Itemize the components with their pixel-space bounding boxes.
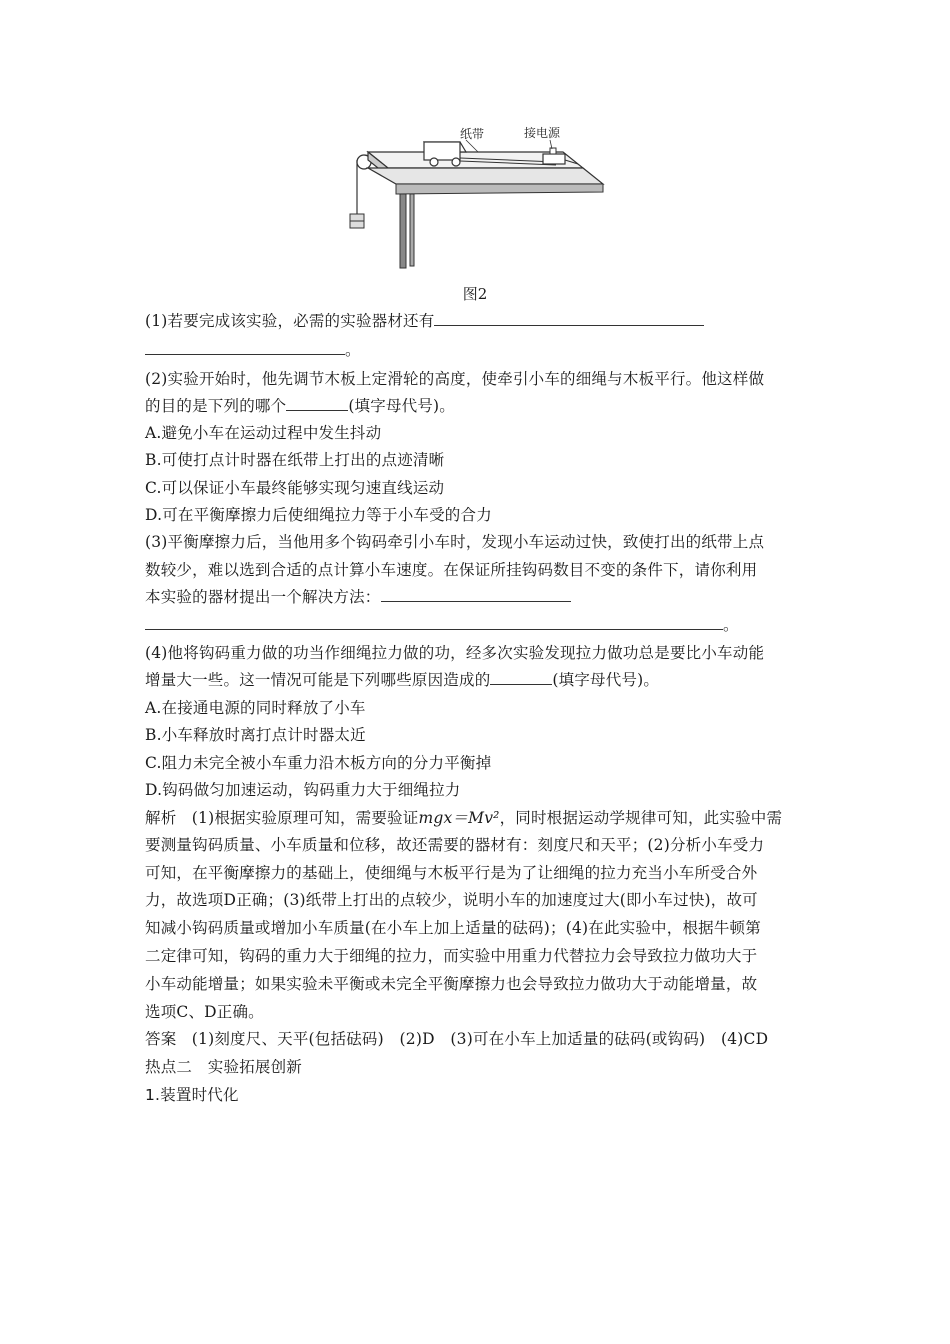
apparatus-diagram xyxy=(338,122,608,272)
answer-text: (1)刻度尺、天平(包括砝码) (2)D (3)可在小车上加适量的砝码(或钩码) (4)CD xyxy=(191,1030,769,1048)
q2-option-d: D.可在平衡摩擦力后使细绳拉力等于小车受的合力 xyxy=(145,506,492,524)
analysis-formula: mgx＝Mv² xyxy=(418,809,500,827)
apparatus-figure xyxy=(338,122,608,272)
section-item-1: 1.装置时代化 xyxy=(145,1086,239,1104)
q1-text: (1)若要完成该实验，必需的实验器材还有 xyxy=(145,312,435,330)
q3-line3-text: 本实验的器材提出一个解决方法： xyxy=(145,588,381,606)
q2-line2a: 的目的是下列的哪个 xyxy=(145,397,287,415)
q1-line2 xyxy=(145,338,361,360)
q3-blank-2[interactable] xyxy=(145,615,723,630)
analysis-line1a: (1)根据实验原理可知，需要验证 xyxy=(191,809,419,827)
q2-blank[interactable] xyxy=(286,396,348,411)
q3-line2: 数较少，难以选到合适的点计算小车速度。在保证所挂钩码数目不变的条件下，请你利用 xyxy=(145,561,758,579)
power-label: 接电源 xyxy=(524,126,561,140)
q2-option-a: A.避免小车在运动过程中发生抖动 xyxy=(145,424,382,442)
analysis-line8: 选项C、D正确。 xyxy=(145,1003,264,1021)
q4-line1: (4)他将钩码重力做的功当作细绳拉力做的功，经多次实验发现拉力做功总是要比小车动能 xyxy=(145,644,765,662)
q4-line2 xyxy=(145,668,659,690)
analysis-label: 解析 xyxy=(145,809,177,827)
analysis-line1b: ，同时根据运动学规律可知，此实验中需 xyxy=(499,809,783,827)
analysis-line5: 知减小钩码质量或增加小车质量(在小车上加上适量的砝码)；(4)在此实验中，根据牛顿第 xyxy=(145,919,761,937)
analysis-line1 xyxy=(145,806,782,828)
q2-option-c: C.可以保证小车最终能够实现匀速直线运动 xyxy=(145,479,445,497)
q3-end: 。 xyxy=(723,616,739,634)
q1-line1 xyxy=(145,309,704,331)
q2-option-b: B.可使打点计时器在纸带上打出的点迹清晰 xyxy=(145,451,445,469)
q2-line2b: (填字母代号)。 xyxy=(348,397,456,415)
analysis-line3: 可知，在平衡摩擦力的基础上，使细绳与木板平行是为了让细绳的拉力充当小车所受合外 xyxy=(145,864,758,882)
figure-caption: 图2 xyxy=(462,285,488,303)
q4-option-b: B.小车释放时离打点计时器太近 xyxy=(145,726,366,744)
q1-blank-2[interactable] xyxy=(145,340,345,355)
q4-blank[interactable] xyxy=(490,670,552,685)
analysis-line6: 二定律可知，钩码的重力大于细绳的拉力，而实验中用重力代替拉力会导致拉力做功大于 xyxy=(145,947,758,965)
paper-tape-label: 纸带 xyxy=(460,127,485,141)
section-title: 热点二 实验拓展创新 xyxy=(145,1058,303,1076)
q4-line2a: 增量大一些。这一情况可能是下列哪些原因造成的 xyxy=(145,671,491,689)
q2-line1: (2)实验开始时，他先调节木板上定滑轮的高度，使牵引小车的细绳与木板平行。他这样做 xyxy=(145,370,765,388)
analysis-line2: 要测量钩码质量、小车质量和位移，故还需要的器材有：刻度尺和天平；(2)分析小车受力 xyxy=(145,836,765,854)
q4-option-c: C.阻力未完全被小车重力沿木板方向的分力平衡掉 xyxy=(145,754,492,772)
analysis-line4: 力，故选项D正确；(3)纸带上打出的点较少，说明小车的加速度过大(即小车过快)，故可 xyxy=(145,891,758,909)
q3-line4 xyxy=(145,613,739,635)
q1-end: 。 xyxy=(345,341,361,359)
answer-line xyxy=(145,1027,768,1049)
q4-option-a: A.在接通电源的同时释放了小车 xyxy=(145,699,366,717)
q3-line3 xyxy=(145,585,571,607)
q4-line2b: (填字母代号)。 xyxy=(552,671,660,689)
q3-blank-1[interactable] xyxy=(381,587,571,602)
q3-line1: (3)平衡摩擦力后，当他用多个钩码牵引小车时，发现小车运动过快，致使打出的纸带上点 xyxy=(145,533,765,551)
q2-line2 xyxy=(145,394,455,416)
q4-option-d: D.钩码做匀加速运动，钩码重力大于细绳拉力 xyxy=(145,781,461,799)
answer-label: 答案 xyxy=(145,1030,177,1048)
q1-blank-1[interactable] xyxy=(434,311,704,326)
analysis-line7: 小车动能增量；如果实验未平衡或未完全平衡摩擦力也会导致拉力做功大于动能增量，故 xyxy=(145,975,758,993)
